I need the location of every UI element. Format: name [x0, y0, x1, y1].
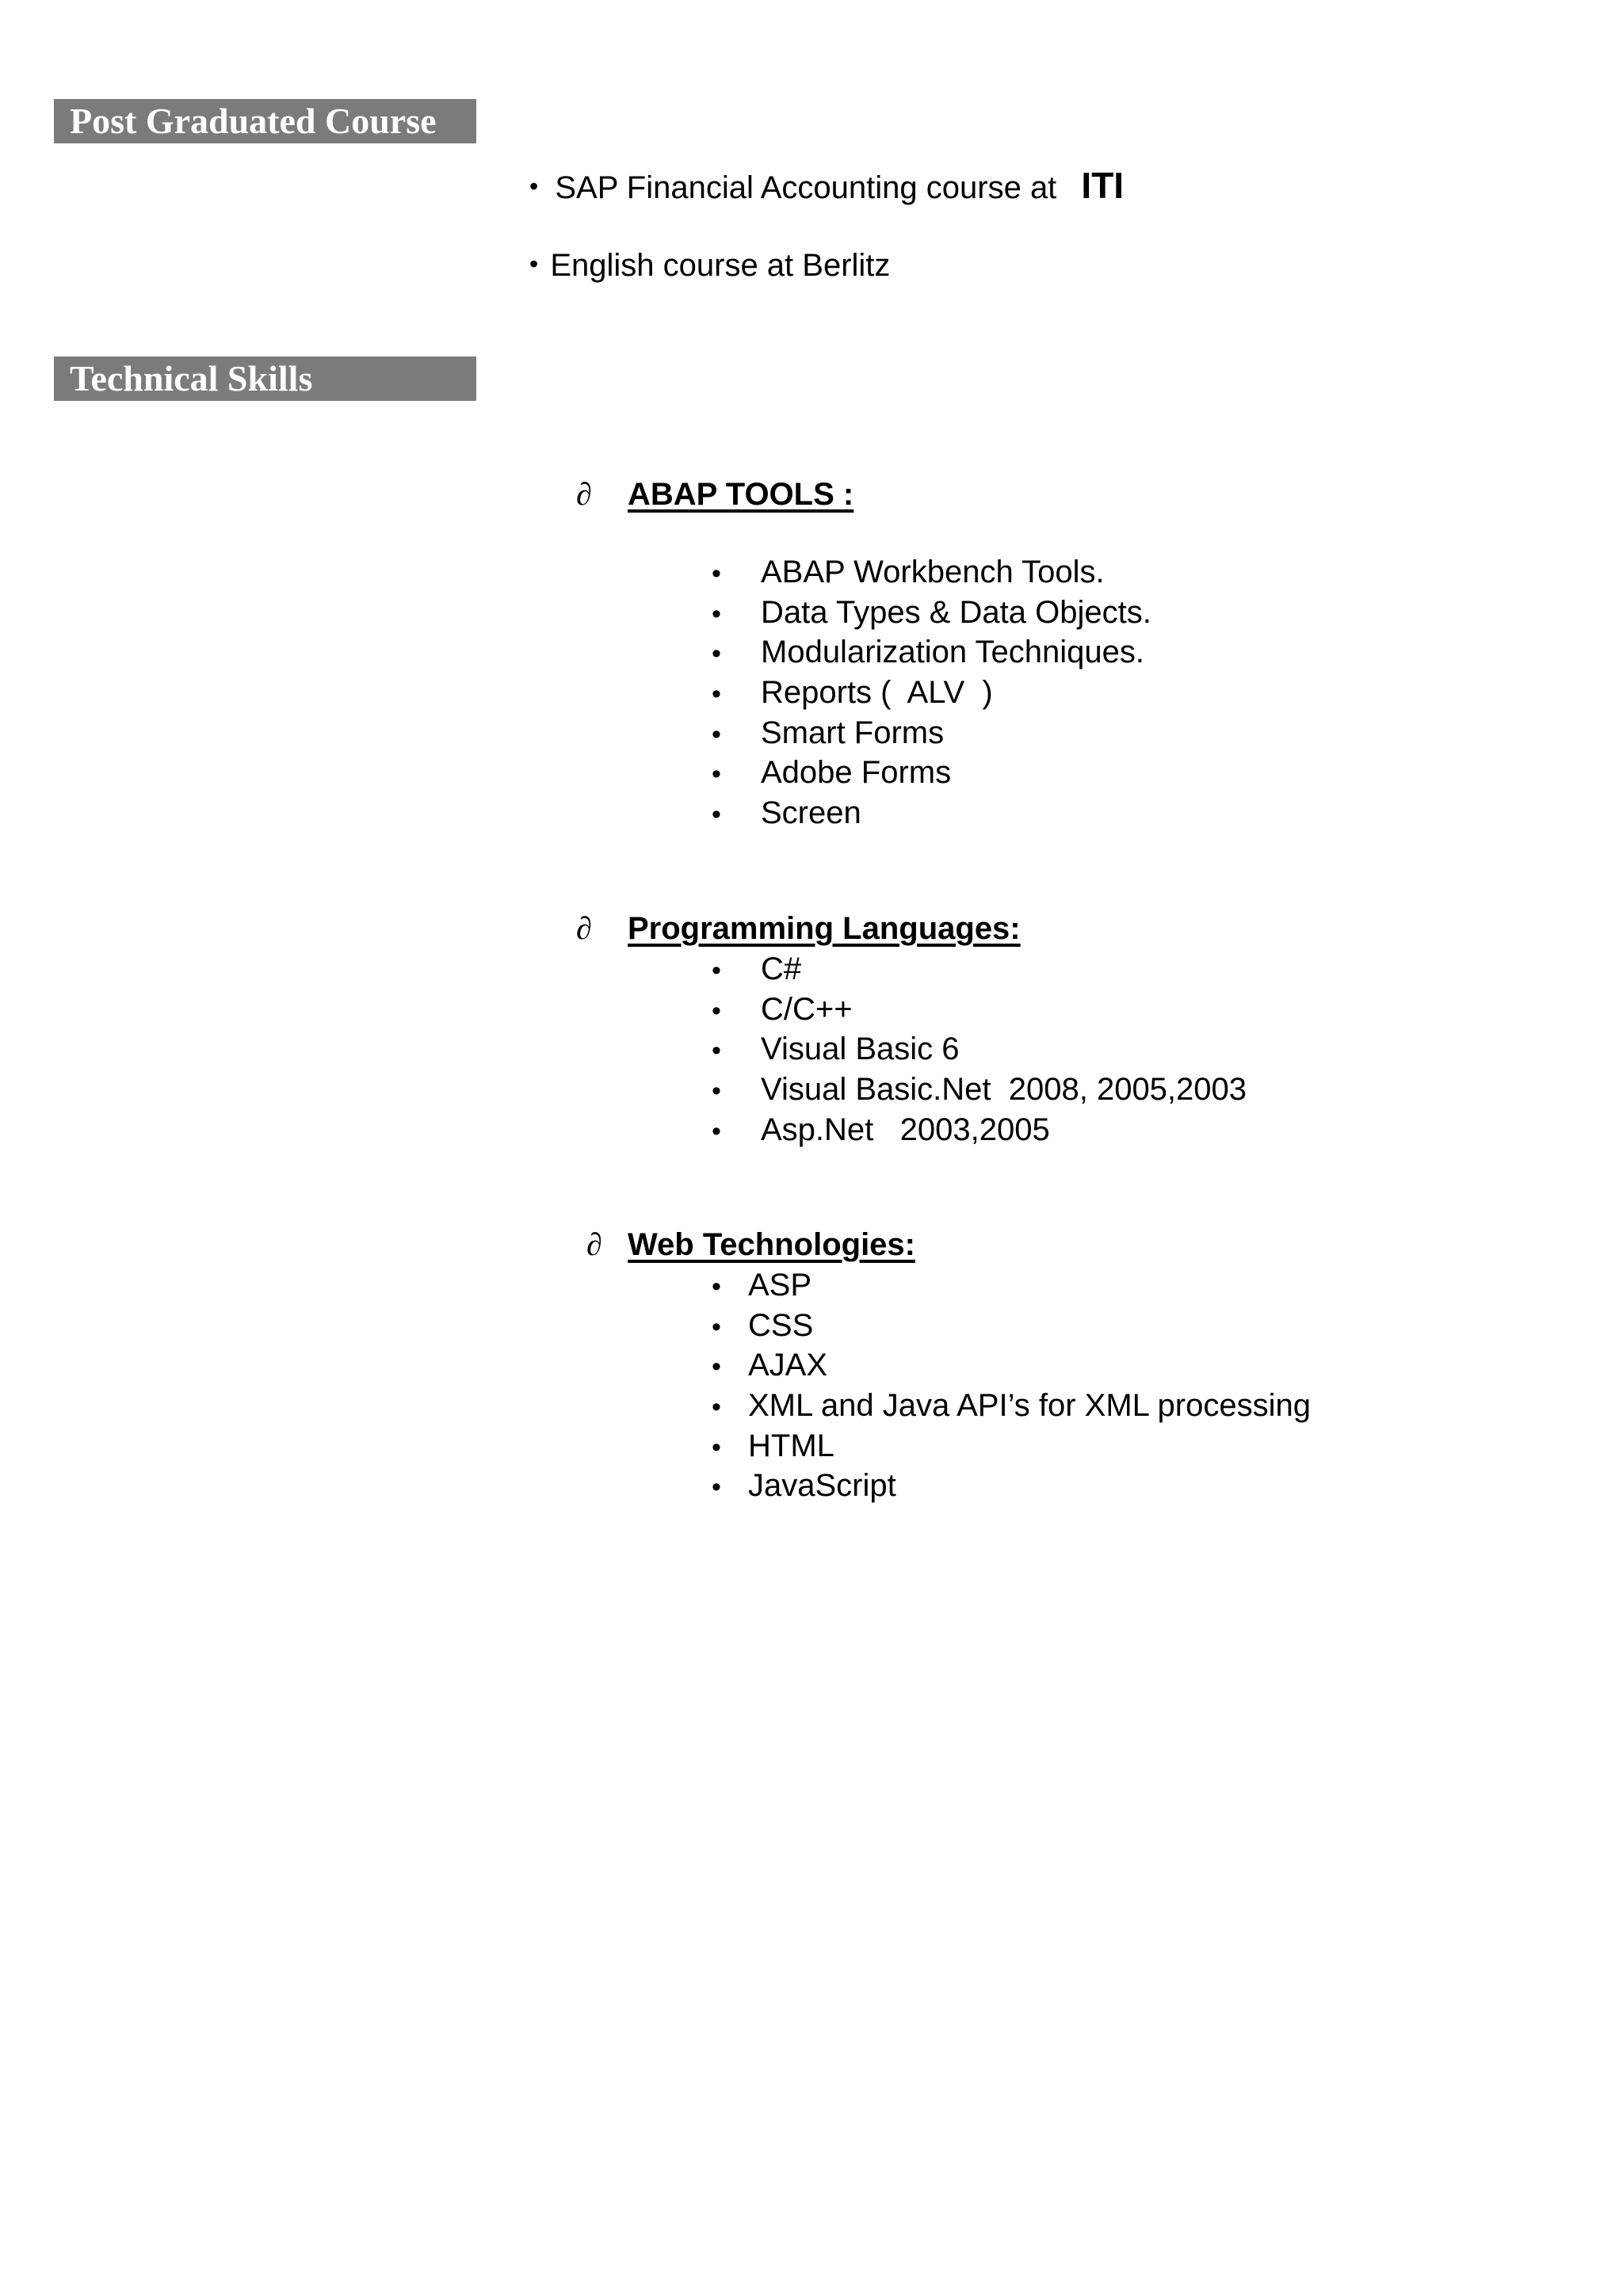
list-item: Adobe Forms: [761, 755, 952, 790]
skill-group-title-abap: ABAP TOOLS :: [628, 477, 854, 512]
bullet-icon: •: [712, 1076, 721, 1106]
course-item-text: English course at Berlitz: [550, 248, 891, 283]
partial-diff-icon: ∂: [586, 1226, 602, 1262]
bullet-icon: •: [712, 1432, 721, 1463]
list-item: Screen: [761, 795, 861, 830]
bullet-icon: •: [712, 759, 721, 789]
course-item-text: SAP Financial Accounting course at: [555, 170, 1057, 205]
list-item: AJAX: [748, 1348, 828, 1383]
list-item: ASP: [748, 1268, 812, 1302]
bullet-icon: •: [712, 799, 721, 830]
list-item: Asp.Net 2003,2005: [761, 1112, 1050, 1147]
bullet-icon: •: [712, 1312, 721, 1342]
list-item: Visual Basic.Net 2008, 2005,2003: [761, 1072, 1247, 1107]
bullet-icon: •: [712, 1272, 721, 1302]
partial-diff-icon: ∂: [576, 910, 592, 946]
course-item-sap: [529, 166, 1124, 207]
bullet-icon: •: [712, 996, 721, 1026]
bullet-icon: •: [712, 639, 721, 669]
list-item: Modularization Techniques.: [761, 635, 1145, 669]
bullet-icon: •: [712, 599, 721, 629]
bullet-icon: •: [529, 250, 539, 278]
list-item: C#: [761, 952, 802, 986]
bullet-icon: •: [712, 1035, 721, 1066]
list-item: CSS: [748, 1308, 814, 1343]
bullet-icon: •: [712, 559, 721, 589]
list-item: Visual Basic 6: [761, 1032, 960, 1066]
bullet-icon: •: [712, 719, 721, 749]
bullet-icon: •: [712, 679, 721, 709]
list-item: C/C++: [761, 992, 853, 1027]
bullet-icon: •: [712, 1116, 721, 1146]
bullet-icon: •: [712, 955, 721, 986]
list-item: Data Types & Data Objects.: [761, 595, 1151, 630]
list-item: ABAP Workbench Tools.: [761, 555, 1105, 589]
list-item: Reports ( ALV ): [761, 675, 993, 710]
course-item-emphasis: ITI: [1081, 165, 1125, 206]
list-item: JavaScript: [748, 1468, 896, 1503]
post-graduated-course-header: Post Graduated Course: [54, 99, 476, 143]
skill-group-title-programming: Programming Languages:: [628, 911, 1021, 946]
bullet-icon: •: [712, 1352, 721, 1382]
list-item: HTML: [748, 1428, 834, 1463]
bullet-icon: •: [712, 1472, 721, 1502]
technical-skills-header: Technical Skills: [54, 357, 476, 401]
skill-group-title-web: Web Technologies:: [628, 1227, 915, 1262]
list-item: Smart Forms: [761, 715, 945, 750]
course-item-english: [529, 245, 890, 284]
list-item: XML and Java API’s for XML processing: [748, 1388, 1311, 1423]
bullet-icon: •: [529, 172, 539, 200]
partial-diff-icon: ∂: [576, 476, 592, 512]
bullet-icon: •: [712, 1392, 721, 1422]
